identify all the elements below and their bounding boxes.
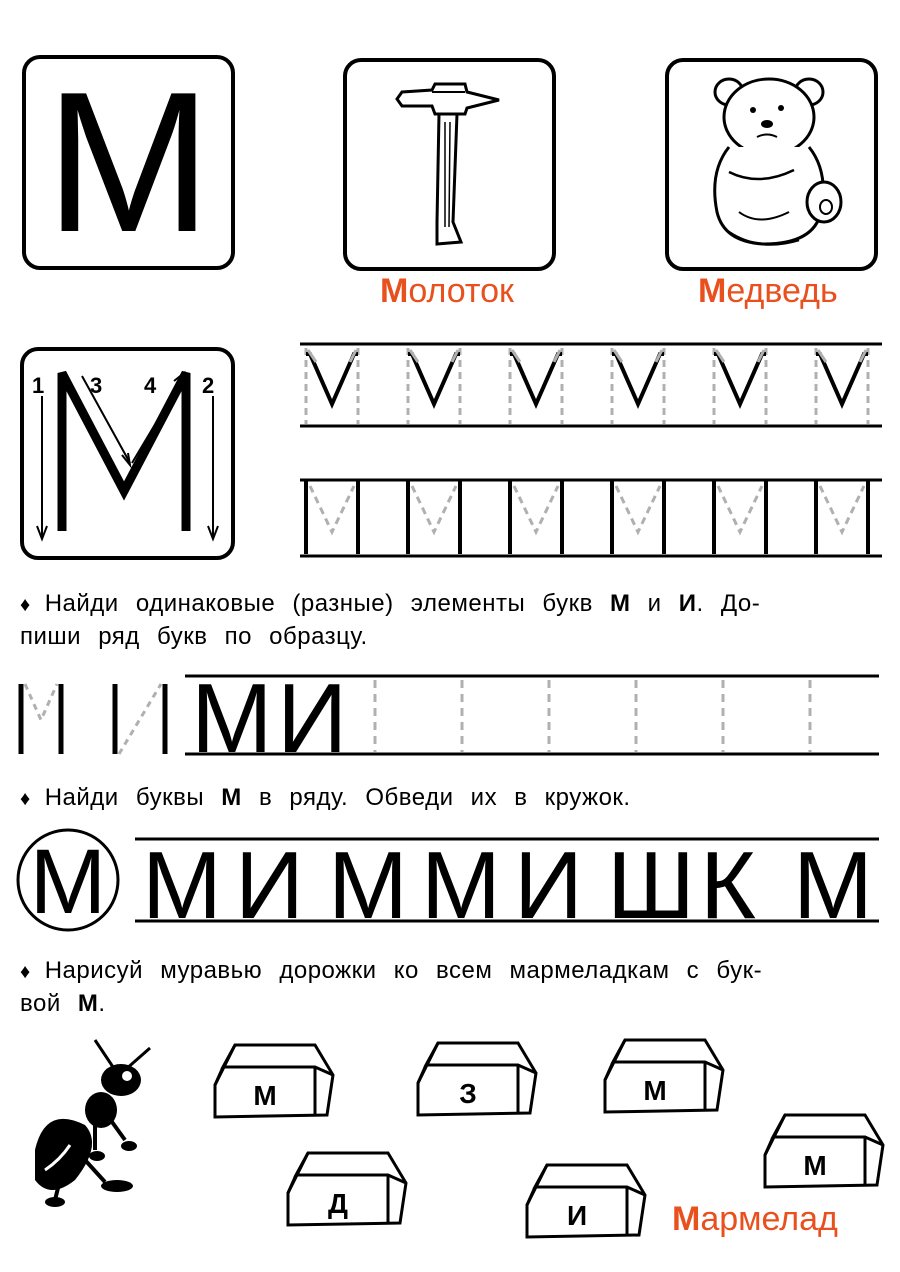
row-letter[interactable]: К	[700, 832, 756, 935]
stroke-number: 1	[32, 373, 45, 398]
letter-card	[22, 50, 235, 274]
candy-letter: И	[566, 1200, 588, 1231]
v-trace-cell[interactable]	[714, 348, 766, 424]
m-trace-cell[interactable]	[612, 480, 664, 554]
v-trace-cell[interactable]	[816, 348, 868, 424]
m-trace-cell[interactable]	[714, 480, 766, 554]
task1-writing-line[interactable]	[15, 670, 885, 760]
v-trace-cell[interactable]	[408, 348, 460, 424]
v-trace-cell[interactable]	[510, 348, 562, 424]
candy[interactable]	[288, 1153, 406, 1225]
sample-letter-i: И	[277, 670, 348, 760]
big-letter: М	[45, 50, 212, 274]
stroke-number: 4	[144, 373, 157, 398]
bear-card	[665, 58, 878, 271]
candy[interactable]	[418, 1043, 536, 1115]
sample-letter-m: М	[191, 670, 273, 760]
row-letter[interactable]: И	[514, 832, 583, 935]
stroke-order-card	[20, 347, 235, 560]
candy[interactable]	[765, 1115, 883, 1187]
row-letter[interactable]: М	[421, 832, 501, 935]
m-trace-cell[interactable]	[306, 480, 358, 554]
hammer-card	[343, 58, 556, 271]
candy-letter: М	[253, 1080, 277, 1111]
candy[interactable]	[215, 1045, 333, 1117]
bear-icon	[669, 62, 874, 267]
hammer-icon	[347, 62, 552, 267]
v-trace-cell[interactable]	[306, 348, 358, 424]
v-trace-cell[interactable]	[612, 348, 664, 424]
task3-instruction: ♦ Нарисуй муравью дорожки ко всем мармеладкам с бук- вой М.	[20, 957, 763, 1017]
row-letter[interactable]: М	[793, 832, 873, 935]
candy-letter: М	[803, 1150, 827, 1181]
task2-instruction: ♦ Найди буквы М в ряду. Обведи их в кружок.	[20, 784, 631, 811]
row-letter[interactable]: Ш	[607, 832, 695, 935]
row-letter[interactable]: И	[235, 832, 304, 935]
row-letter[interactable]: М	[328, 832, 408, 935]
m-trace-cell[interactable]	[816, 480, 868, 554]
stroke-number: 2	[202, 373, 215, 398]
m-trace-cell[interactable]	[408, 480, 460, 554]
candy-letter: М	[643, 1075, 667, 1106]
candy-letter: З	[459, 1078, 477, 1109]
v-trace-row	[300, 344, 882, 426]
stroke-order-diagram	[24, 351, 231, 556]
tracing-rows	[300, 340, 890, 560]
word-molotok: Молоток	[380, 272, 514, 310]
word-marmelad: Мармелад	[672, 1200, 838, 1238]
task2-letter-row	[15, 825, 895, 935]
m-trace-row	[300, 480, 882, 556]
stroke-number: 3	[90, 373, 103, 398]
candy[interactable]	[605, 1040, 723, 1112]
word-medved: Медведь	[698, 272, 838, 310]
task1-instruction: ♦ Найди одинаковые (разные) элементы букв М и И. До- пиши ряд букв по образцу.	[20, 590, 761, 650]
circled-letter: М	[29, 831, 107, 933]
m-trace-cell[interactable]	[510, 480, 562, 554]
candy[interactable]	[527, 1165, 645, 1237]
candy-letter: Д	[328, 1188, 348, 1219]
row-letter[interactable]: М	[142, 832, 222, 935]
